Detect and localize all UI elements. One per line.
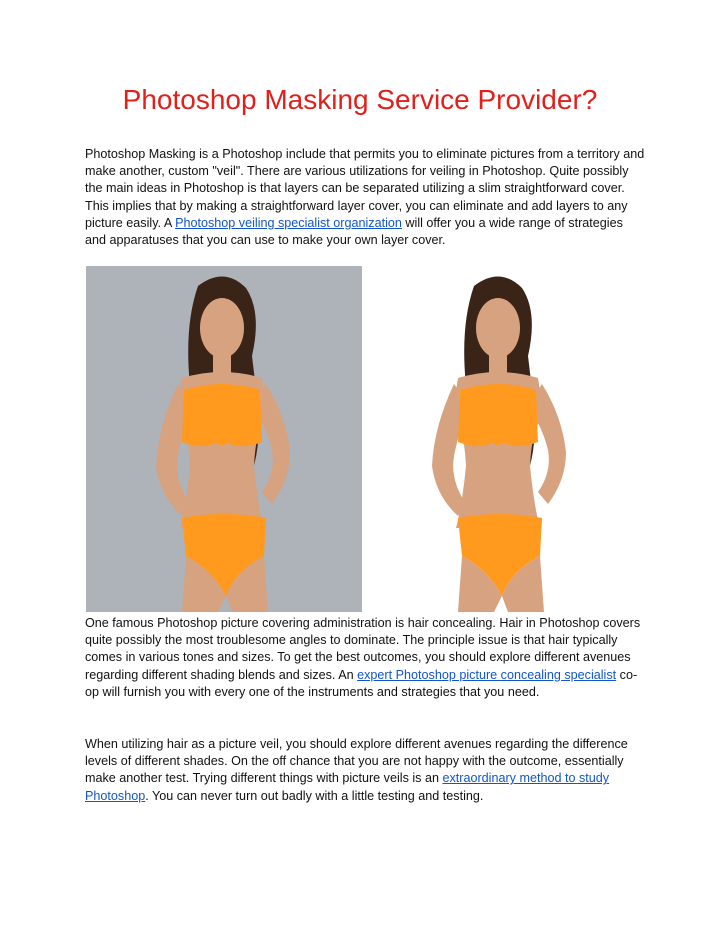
expert-concealing-link[interactable]: expert Photoshop picture concealing specialist [357,667,617,682]
veil-text-1: When utilizing hair as a picture veil, you should explore different avenues regarding the difference levels of different shades. On the off chance that you are not happy with the outcome, essentially make another test. Trying different things with picture veils is an [85,737,628,786]
page-title: Photoshop Masking Service Provider? [122,84,598,115]
hair-text-2: co-op will furnish you with every one of the instruments and strategies that you need. [85,667,638,699]
hair-text-1: One famous Photoshop picture covering administration is hair concealing. Hair in Photoshop covers quite possibly the most troublesome angles to dominate. The principle issue is that hair typically comes in various tones and sizes. To get the best outcomes, you should explore different avenues regarding different shading blends and sizes. An [85,616,641,682]
photo-after-masking [362,266,638,612]
veiling-specialist-link[interactable]: Photoshop veiling specialist organization [175,215,402,230]
model-figure-after [362,266,638,612]
intro-paragraph [85,146,645,249]
study-photoshop-link[interactable]: extraordinary method to study Photoshop [85,771,610,803]
intro-text-1: Photoshop Masking is a Photoshop include that permits you to eliminate pictures from a territory and make another, custom "veil". There are various utilizations for veiling in Photoshop. Quite possibly the main ideas in Photoshop is that layers can be separated utilizing a slim straightforward cover. This implies that by making a straightforward layer cover, you can eliminate and add layers to any picture easily. A [85,147,645,230]
veil-text-2: . You can never turn out badly with a little testing and testing. [145,788,484,803]
photo-before-masking [86,266,362,612]
model-figure-before [86,266,362,612]
veil-paragraph [85,736,645,805]
hair-masking-paragraph [85,615,645,701]
intro-text-2: will offer you a wide range of strategies and apparatuses that you can use to make your own layer cover. [85,215,623,248]
